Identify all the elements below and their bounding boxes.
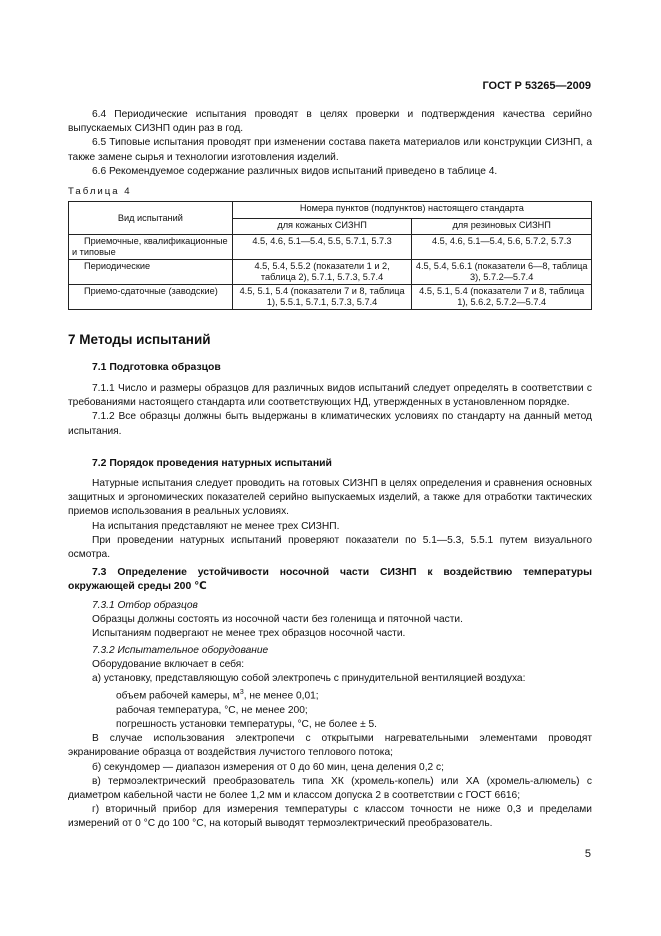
- row-rubber: 4.5, 5.4, 5.6.1 (показатели 6—8, таблица 3), 5.7.2—5.7.4: [412, 260, 592, 285]
- standard-header: ГОСТ Р 53265—2009: [482, 80, 591, 92]
- row-type: Периодические: [69, 260, 233, 285]
- equipment-intro: Оборудование включает в себя:: [92, 658, 245, 670]
- table-caption: Таблица 4: [68, 186, 132, 197]
- header-clause-numbers: Номера пунктов (подпунктов) настоящего стандарта: [232, 202, 591, 219]
- paragraph-6-4: 6.4 Периодические испытания проводят в целях проверки и подтверждения качества серийно выпускаемых СИЗНП один раз в год.: [68, 109, 592, 135]
- item-open-elements: В случае использования электропечи с открытыми нагревательными элементами проводят экранирование образца от воздействия лучистого теплового потока;: [68, 733, 592, 759]
- header-rubber: для резиновых СИЗНП: [412, 218, 592, 235]
- item-v: в) термоэлектрический преобразователь типа ХК (хромель-копель) или ХА (хромель-алюмель) с диаметром кабельной части не более 1,2 мм и классом допуска 2 в соответствии с ГОСТ 6616;: [68, 775, 592, 802]
- section-7-3-2-title: 7.3.2 Испытательное оборудование: [92, 644, 269, 656]
- item-a: а) установку, представляющую собой электропечь с принудительной вентиляцией воздуха:: [92, 673, 526, 685]
- section-7-3-body: [68, 599, 592, 832]
- table-4: [68, 201, 592, 310]
- paragraph-6-6: 6.6 Рекомендуемое содержание различных видов испытаний приведено в таблице 4.: [92, 165, 498, 177]
- row-rubber: 4.5, 4.6, 5.1—5.4, 5.6, 5.7.2, 5.7.3: [412, 235, 592, 260]
- paragraph-7-1-1: 7.1.1 Число и размеры образцов для различных видов испытаний следует определять в соответствии с требованиями настоящего стандарта или соответствующих НД, утвержденных в установленном порядке.: [68, 383, 592, 409]
- row-leather: 4.5, 5.4, 5.5.2 (показатели 1 и 2, таблица 2), 5.7.1, 5.7.3, 5.7.4: [232, 260, 412, 285]
- section-7-3-1-title: 7.3.1 Отбор образцов: [92, 600, 198, 611]
- header-test-type: Вид испытаний: [69, 202, 233, 235]
- section-7-1-body: [68, 382, 592, 439]
- paragraph-7-1-2: 7.1.2 Все образцы должны быть выдержаны в климатических условиях по стандарту на данный метод испытания.: [68, 411, 592, 437]
- item-a-accuracy: погрешность установки температуры, °С, не более ± 5.: [116, 719, 377, 731]
- paragraph-7-2-2: На испытания представляют не менее трех СИЗНП.: [92, 520, 340, 532]
- table-row: [69, 235, 592, 260]
- item-g: г) вторичный прибор для измерения температуры с классом точности не ниже 0,3 и пределами измерений от 0 °С до 100 °С, на который выводят термоэлектрический преобразователь.: [68, 804, 592, 830]
- row-type: Приемочные, квалификационные и типовые: [69, 235, 233, 260]
- paragraph-6-5: 6.5 Типовые испытания проводят при изменении состава пакета материалов или конструкции СИЗНП, а также замене сырья и технологии изготовления изделий.: [68, 137, 592, 163]
- paragraph-7-2-1: Натурные испытания следует проводить на готовых СИЗНП в целях определения и сравнения основных защитных и эргономических показателей серийно выпускаемых изделий, а также для отработки тактических приемов использования в реальных условиях.: [68, 478, 592, 518]
- paragraph-7-3-1-b: Испытаниям подвергают не менее трех образцов носочной части.: [92, 628, 406, 640]
- section-7-3-title: 7.3 Определение устойчивости носочной части СИЗНП к воздействию температуры окружающей среды 200 ℃: [68, 567, 592, 593]
- intro-paragraphs: [68, 108, 592, 179]
- section-7-2-title: 7.2 Порядок проведения натурных испытаний: [92, 458, 332, 469]
- row-leather: 4.5, 5.1, 5.4 (показатели 7 и 8, таблица 1), 5.5.1, 5.7.1, 5.7.3, 5.7.4: [232, 285, 412, 310]
- row-leather: 4.5, 4.6, 5.1—5.4, 5.5, 5.7.1, 5.7.3: [232, 235, 412, 260]
- page-number: 5: [584, 848, 591, 860]
- table-row: [69, 285, 592, 310]
- paragraph-7-3-1-a: Образцы должны состоять из носочной части без голенища и пяточной части.: [92, 614, 463, 626]
- item-a-temperature: рабочая температура, °С, не менее 200;: [116, 704, 308, 716]
- section-7-title: 7 Методы испытаний: [68, 332, 211, 347]
- paragraph-7-2-3: При проведении натурных испытаний проверяют показатели по 5.1—5.3, 5.5.1 путем визуального осмотра.: [68, 534, 592, 561]
- section-7-1-title: 7.1 Подготовка образцов: [92, 362, 221, 373]
- header-leather: для кожаных СИЗНП: [232, 218, 412, 235]
- section-7-2-body: [68, 477, 592, 562]
- item-b: б) секундомер — диапазон измерения от 0 до 60 мин, цена деления 0,2 с;: [92, 761, 444, 773]
- item-a-volume: объем рабочей камеры, $м^3$, не менее 0,01;: [116, 689, 319, 702]
- table-row: [69, 260, 592, 285]
- row-rubber: 4.5, 5.1, 5.4 (показатели 7 и 8, таблица 1), 5.6.2, 5.7.2—5.7.4: [412, 285, 592, 310]
- row-type: Приемо-сдаточные (заводские): [69, 285, 233, 310]
- table-4-container: [68, 201, 592, 310]
